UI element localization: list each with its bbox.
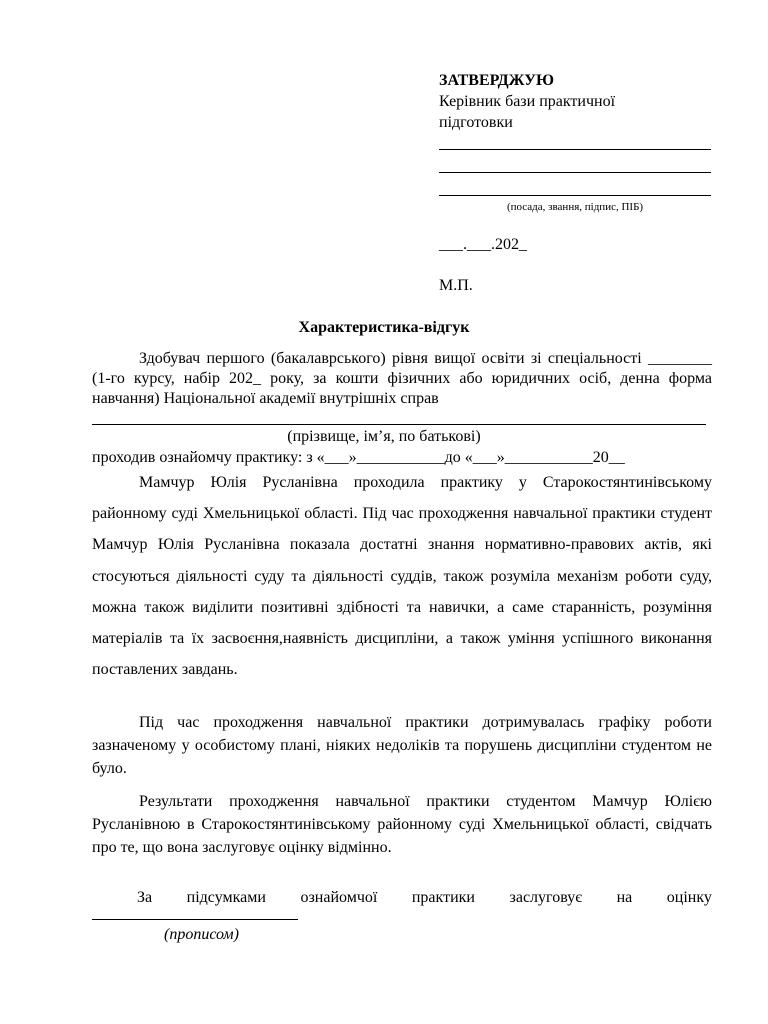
summary-word: оцінку: [666, 889, 712, 906]
approval-date: ___.___.202_: [439, 236, 527, 253]
practice-period: проходив ознайомчу практику: з «___»___________до «___»___________20__: [92, 449, 625, 466]
summary-word: За: [137, 889, 153, 906]
document-title: Характеристика-відгук: [298, 319, 470, 336]
summary-word: на: [616, 889, 633, 906]
summary-word: ознайомчої: [300, 889, 378, 906]
body-paragraph-2: Під час проходження навчальної практики дотримувалась графіку роботи зазначеному у особистому плані, ніяких недоліків та порушень дисципліни студентом не було.: [92, 714, 712, 777]
intro-paragraph: Здобувач першого (бакалаврського) рівня вищої освіти зі спеціальності ________ (1-го курсу, набір 202_ року, за кошти фізичних або юридичних осіб, денна форма навчання) Національної академії внутрішніх справ: [92, 350, 712, 407]
name-underline: [92, 424, 706, 425]
signature-caption: (посада, звання, підпис, ПІБ): [506, 201, 644, 213]
body-paragraph-1: Мамчур Юлія Русланівна проходила практику у Старокостянтинівському районному суді Хмельницької області. Під час проходження навчальної практики студент Мамчур Юлія Русланівна показала достатні знання нормативно-правових актів, які стосуються діяльності суду та діяльності суддів, також розуміла механізм роботи суду, можна також виділити позитивні здібності та навички, а саме старанність, розуміння матеріалів та їх засвоєння,наявність дисципліни, а також уміння успішного виконання поставлених завдань.: [92, 474, 712, 679]
summary-word: заслуговує: [509, 889, 583, 906]
name-caption: (прізвище, ім’я, по батькові): [287, 428, 481, 445]
grade-caption: (прописом): [164, 926, 239, 943]
summary-line: [92, 886, 712, 909]
signature-line: [439, 149, 711, 150]
approval-heading: ЗАТВЕРДЖУЮ: [439, 72, 555, 89]
approval-position-line2: підготовки: [439, 114, 513, 131]
approval-position-line1: Керівник бази практичної: [439, 93, 616, 110]
grade-underline: [92, 919, 298, 920]
seal-label: М.П.: [439, 277, 473, 294]
signature-line: [439, 195, 711, 196]
summary-word: підсумками: [186, 889, 266, 906]
signature-line: [439, 172, 711, 173]
approval-block: [439, 70, 711, 296]
summary-word: практики: [411, 889, 475, 906]
body-paragraph-3: Результати проходження навчальної практики студентом Мамчур Юлією Русланівною в Старокостянтинівському районному суді Хмельницької області, свідчать про те, що вона заслуговує оцінку відмінно.: [92, 793, 712, 856]
